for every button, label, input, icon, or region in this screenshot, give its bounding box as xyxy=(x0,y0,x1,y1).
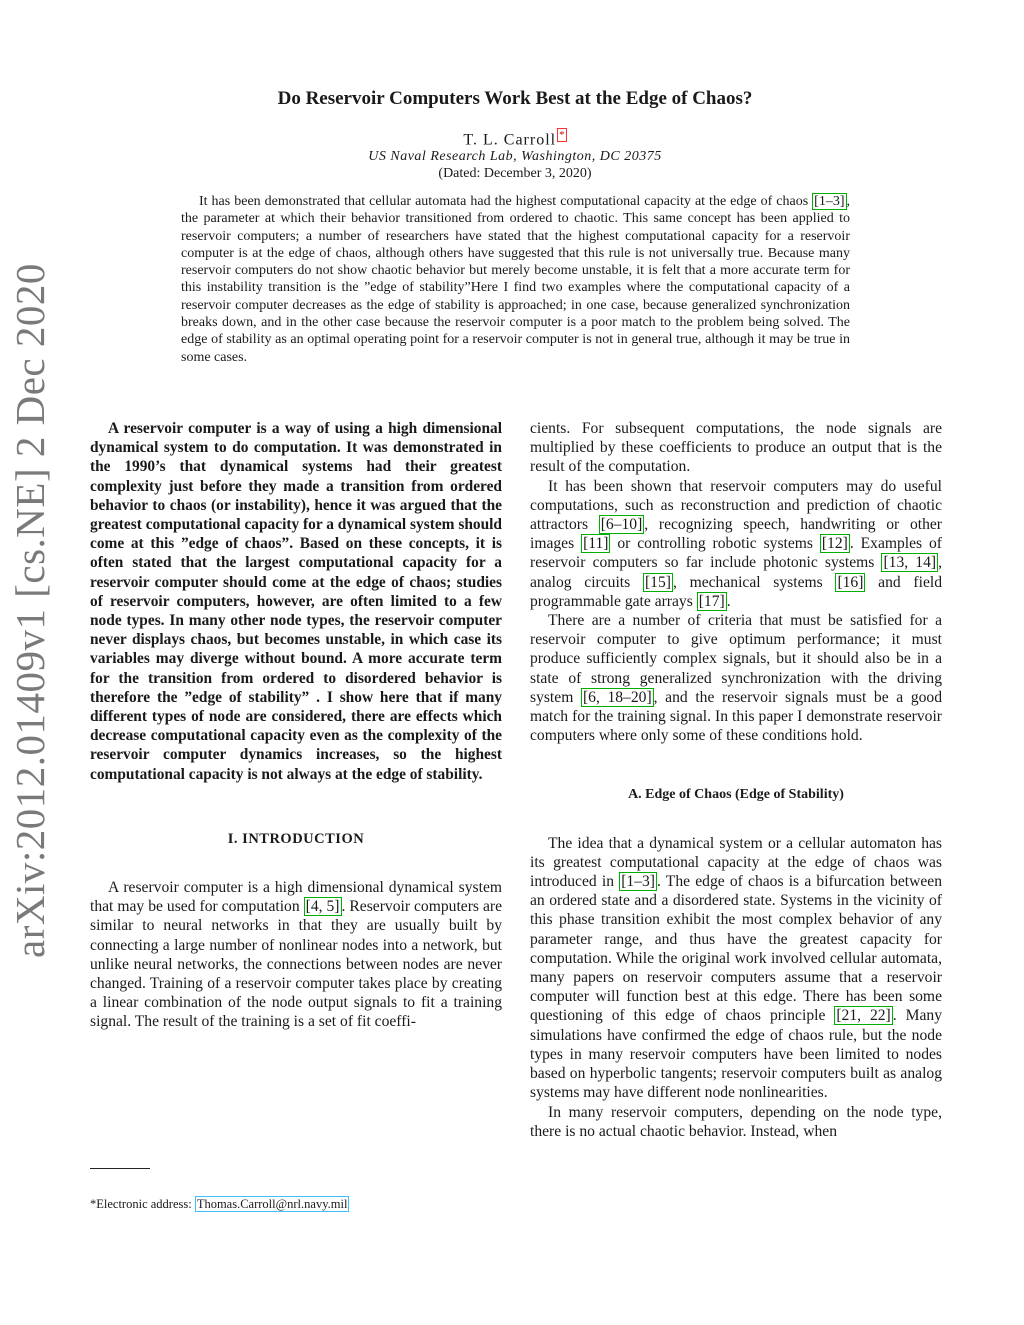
text-run: There are a number of criteria that must be satisfied for a reservoir computer to give optimum performance; it must produce sufficiently complex signals, but it should also be in a state of strong generalized synchronization with the driving system xyxy=(530,612,942,706)
citation-link[interactable]: [1–3] xyxy=(814,194,845,209)
text-run: . Examples of reservoir computers so far include photonic systems xyxy=(530,535,942,572)
footnote xyxy=(90,1197,510,1212)
author-name: T. L. Carroll xyxy=(463,131,557,149)
citation-link[interactable]: [12] xyxy=(821,535,848,553)
paper-title: Do Reservoir Computers Work Best at the Edge of Chaos? xyxy=(277,88,753,109)
text-run: , analog circuits xyxy=(530,554,942,591)
citation-link[interactable]: [17] xyxy=(698,592,725,610)
right-column xyxy=(530,419,942,1141)
applications-paragraph xyxy=(530,477,942,611)
subsection-heading-edge-of-chaos: A. Edge of Chaos (Edge of Stability) xyxy=(628,787,844,803)
text-run: or controlling robotic systems xyxy=(610,535,820,553)
email-link[interactable]: Thomas.Carroll@nrl.navy.mil xyxy=(196,1197,348,1211)
section-heading-introduction: I. INTRODUCTION xyxy=(227,830,365,847)
citation-link[interactable]: [6, 18–20] xyxy=(582,688,652,706)
arxiv-identifier-stamp: arXiv:2012.01409v1 [cs.NE] 2 Dec 2020 xyxy=(7,263,53,958)
citation-link[interactable]: [16] xyxy=(837,573,864,591)
text-run: . Many simulations have confirmed the edge of chaos rule, but the node types in many reservoir computers have been limited to nodes based on hyperbolic tangents; reservoir computers built as analog systems may have different node nonlinearities. xyxy=(530,1007,942,1102)
abstract xyxy=(181,193,850,366)
text-run: It has been shown that reservoir computers may do useful computations, such as reconstruction and prediction of chaotic attractors xyxy=(530,477,942,534)
text-run: , and the reservoir signals must be a good match for the training signal. In this paper I demonstrate reservoir computers where only some of these conditions hold. xyxy=(530,688,943,745)
text-run: , mechanical systems xyxy=(672,573,836,591)
citation-link[interactable]: [21, 22] xyxy=(836,1007,891,1025)
footnote-divider xyxy=(90,1168,150,1169)
left-column xyxy=(90,419,502,1032)
edge-of-chaos-paragraph xyxy=(530,834,942,1103)
text-run: , recognizing speech, handwriting or other images xyxy=(530,516,942,553)
continued-paragraph: cients. For subsequent computations, the node signals are multiplied by these coefficients to produce an output that is the result of the computation. xyxy=(530,420,942,476)
intro-text-2: . Reservoir computers are similar to neural networks in that they are usually built by connecting a large number of nonlinear nodes into a network, but unlike neural networks, the connections between nodes are never changed. Training of a reservoir computer takes place by creating a linear combination of the node output signals to fit a training signal. The result of the training is a set of fit coeffi- xyxy=(90,898,502,1031)
citation-link[interactable]: [6–10] xyxy=(600,516,643,534)
abstract-text-2: , the parameter at which their behavior transitioned from ordered to chaotic. This same concept has been applied to reservoir computers; a number of researchers have stated that the highest computational capacity for a reservoir computer is at the edge of chaos, although others have suggested that this rule is not universally true. Because many reservoir computers do not show chaotic behavior but merely become unstable, it is felt that a more accurate term for this instability transition is the ”edge of stability”Here I find two examples where the computational capacity of a reservoir computer decreases as the edge of stability is approached; in one case, because generalized synchronization breaks down, and in the other case because the reservoir computer is a poor match to the problem being solved. The edge of stability as an optimal operating point for a reservoir computer is not in general true, although it may be true in some cases. xyxy=(181,194,850,365)
node-type-paragraph: In many reservoir computers, depending on the node type, there is no actual chaotic behavior. Instead, when xyxy=(530,1103,942,1140)
affiliation: US Naval Research Lab, Washington, DC 20375 xyxy=(368,149,662,164)
citation-link[interactable]: [13, 14] xyxy=(883,554,937,572)
criteria-paragraph xyxy=(530,611,942,745)
text-run: . xyxy=(726,592,731,610)
citation-link[interactable]: [1–3] xyxy=(621,873,655,891)
text-run: . The edge of chaos is a bifurcation between an ordered state and a disordered state. Systems in the vicinity of this phase transition exhibit the most complex behavior of any parameter range, and thus have the greatest capacity for computation. While the original work involved cellular automata, many papers on reservoir computers assume that a reservoir computer will function best at this edge. There has been some questioning of this edge of chaos principle xyxy=(530,873,942,1025)
abstract-text-1: It has been demonstrated that cellular automata had the highest computational capacity at the edge of chaos xyxy=(199,194,813,209)
author-footnote-link[interactable]: * xyxy=(559,129,565,141)
text-run: and field programmable gate arrays xyxy=(530,573,942,610)
citation-link[interactable]: [4, 5] xyxy=(305,898,340,916)
text-run: The idea that a dynamical system or a cellular automaton has its greatest computational capacity at the edge of chaos was introduced in xyxy=(530,834,942,891)
citation-link[interactable]: [11] xyxy=(583,535,609,553)
footnote-label: *Electronic address: xyxy=(90,1197,195,1211)
dated-line: (Dated: December 3, 2020) xyxy=(438,166,592,181)
citation-link[interactable]: [15] xyxy=(644,573,671,591)
intro-paragraph xyxy=(90,878,502,1032)
lead-paragraph: A reservoir computer is a way of using a high dimensional dynamical system to do computation. It was demonstrated in the 1990’s that dynamical systems had their greatest complexity just before they made a transition from ordered behavior to chaos (or instability), hence it was argued that the greatest computational capacity for a dynamical system should come at this ”edge of chaos”. Based on these concepts, it is often stated that the largest computational capacity for a reservoir computer should come at the edge of chaos; studies of reservoir computers, however, are often limited to a few node types. In many other node types, the reservoir computer never displays chaos, but becomes unstable, in which case its variables may diverge without bound. A more accurate term for the transition from ordered to disordered behavior is therefore the ”edge of stability” . I show here that if many different types of node are considered, there are effects which decrease computational capacity even as the complexity of the reservoir computer dynamics increases, so the highest computational capacity is not always at the edge of stability. xyxy=(90,420,502,783)
intro-text-1: A reservoir computer is a high dimensional dynamical system that may be used for computation xyxy=(90,879,502,916)
author-line xyxy=(0,129,1024,149)
